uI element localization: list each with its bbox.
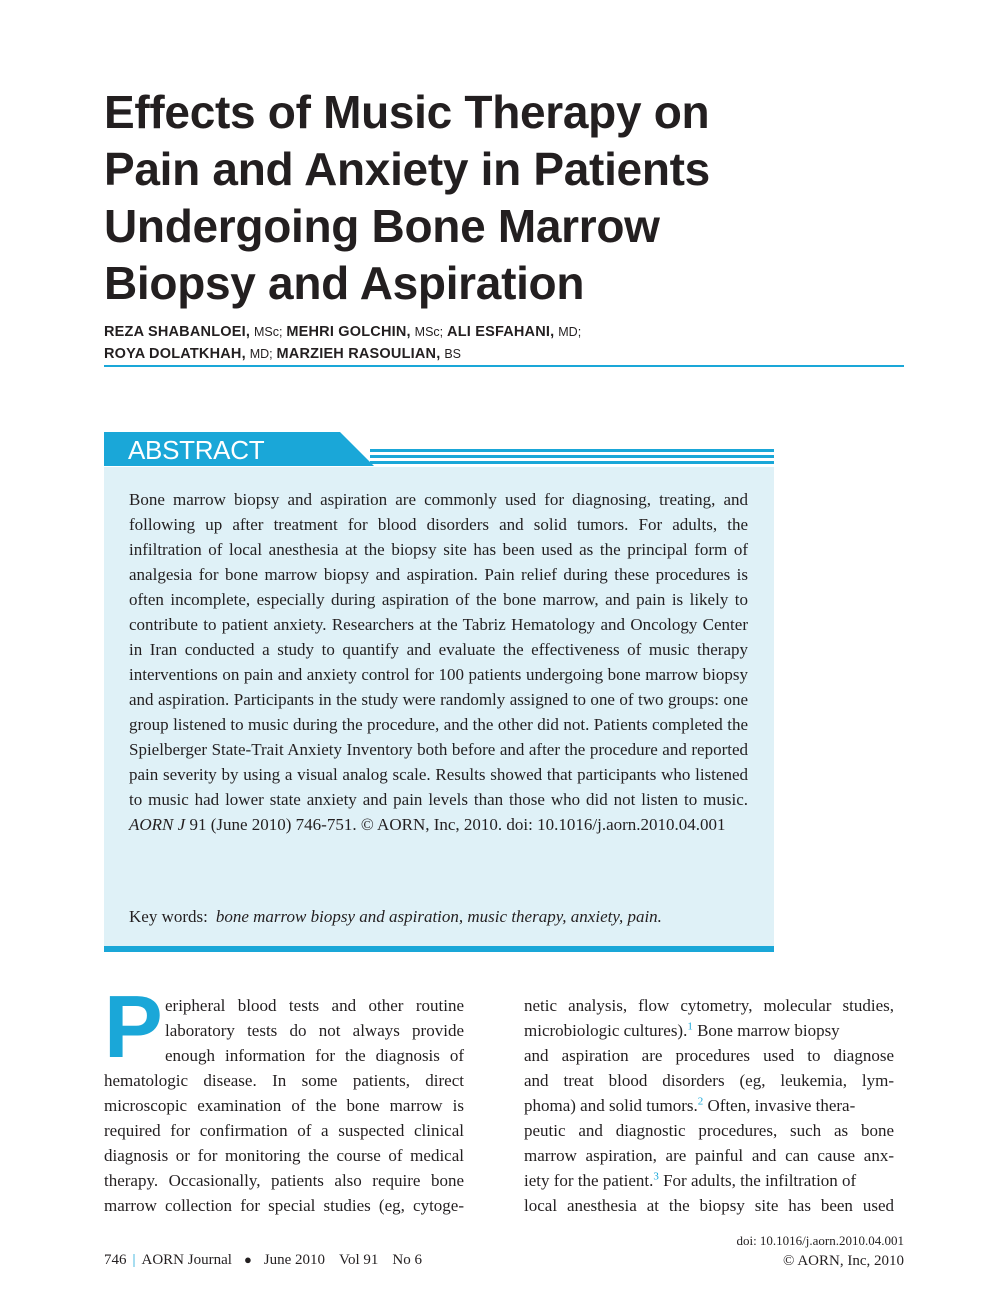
body-line: microscopic examination of the bone marrow is <box>104 1096 464 1115</box>
body-line: enough information for the diagnosis of <box>165 1046 464 1065</box>
abstract-stripe <box>370 449 774 452</box>
title-line: Pain and Anxiety in Patients <box>104 143 710 195</box>
abstract-stripe <box>370 461 774 464</box>
author-name: MARZIEH RASOULIAN, <box>276 346 441 362</box>
author-degree: MD; <box>558 325 582 339</box>
abstract-body <box>129 487 748 837</box>
body-line <box>524 1168 894 1193</box>
body-line: marrow collection for special studies (eg, cytoge- <box>104 1196 464 1215</box>
reference-2[interactable]: 2 <box>697 1095 704 1108</box>
body-line: therapy. Occasionally, patients also require bone <box>104 1171 464 1190</box>
bullet-icon: ● <box>243 1252 252 1267</box>
citation-details: 91 (June 2010) 746-751. © AORN, Inc, 2010. doi: 10.1016/j.aorn.2010.04.001 <box>189 815 726 834</box>
drop-cap: P <box>104 977 163 1076</box>
author-name: MEHRI GOLCHIN, <box>286 324 411 340</box>
body-line: required for confirmation of a suspected clinical <box>104 1121 464 1140</box>
author-line <box>104 321 904 343</box>
title-line: Effects of Music Therapy on <box>104 86 710 138</box>
abstract-stripe <box>370 455 774 458</box>
body-text: phoma) and solid tumors. <box>524 1096 698 1115</box>
body-text: microbiologic cultures). <box>524 1021 688 1040</box>
footer-doi[interactable]: doi: 10.1016/j.aorn.2010.04.001 <box>736 1233 904 1248</box>
keywords-label: Key words: <box>129 907 208 926</box>
abstract-bottom-rule <box>104 946 774 952</box>
body-line: peutic and diagnostic procedures, such as bone <box>524 1121 894 1140</box>
header-divider <box>104 365 904 367</box>
article-title <box>104 84 904 312</box>
page-footer-left <box>104 1250 422 1270</box>
page-footer-right <box>736 1231 904 1271</box>
author-line <box>104 343 904 365</box>
footer-copyright: © AORN, Inc, 2010 <box>783 1253 904 1269</box>
body-line: hematologic disease. In some patients, direct <box>104 1071 464 1090</box>
reference-1[interactable]: 1 <box>687 1020 693 1033</box>
body-line: marrow aspiration, are painful and can cause anx- <box>524 1146 894 1165</box>
body-line: eripheral blood tests and other routine <box>165 996 464 1015</box>
author-name: ALI ESFAHANI, <box>447 324 555 340</box>
issue-date: June 2010 <box>263 1252 326 1268</box>
body-line <box>524 1093 894 1118</box>
abstract-heading: ABSTRACT <box>128 435 265 465</box>
abstract-text: Bone marrow biopsy and aspiration are commonly used for diagnosing, treating, and following up after treatment for blood disorders and solid tumors. For adults, the infiltration of local anesthesia at the biopsy site has been used as the principal form of analgesia for bone marrow biopsy and aspiration. Pain relief during these procedures is often incomplete, especially during aspiration of the bone marrow, and pain is likely to contribute to patient anxiety. Researchers at the Tabriz Hematology and Oncology Center in Iran conducted a study to quantify and evaluate the effectiveness of music therapy interventions on pain and anxiety control for 100 patients undergoing bone marrow biopsy and aspiration. Participants in the study were randomly assigned to one of two groups: one group listened to music during the procedure, and the other did not. Patients completed the Spielberger State-Trait Anxiety Inventory both before and after the procedure and reported pain severity by using a visual analog scale. Results showed that participants who listened to music had lower state anxiety and pain levels than those who did not listen to music. <box>129 490 748 809</box>
page-number: 746 <box>104 1252 127 1268</box>
body-line: and treat blood disorders (eg, leukemia, lym- <box>524 1071 894 1090</box>
body-line: laboratory tests do not always provide <box>165 1021 464 1040</box>
body-column-right <box>524 993 894 1218</box>
body-text: Bone marrow biopsy <box>692 1021 840 1040</box>
body-column-left <box>104 977 464 1218</box>
author-degree: BS <box>444 347 462 361</box>
body-line: local anesthesia at the biopsy site has been used <box>524 1196 894 1215</box>
volume: Vol 91 <box>339 1252 379 1268</box>
author-list <box>104 321 904 365</box>
body-text: For adults, the infiltration of <box>658 1171 857 1190</box>
body-line <box>524 1018 894 1043</box>
body-text: Often, invasive thera- <box>703 1096 856 1115</box>
reference-3[interactable]: 3 <box>653 1170 659 1183</box>
author-degree: MSc; <box>253 325 283 339</box>
title-line: Undergoing Bone Marrow <box>104 200 660 252</box>
issue-number: No 6 <box>392 1252 422 1268</box>
body-line: diagnosis or for monitoring the course of medical <box>104 1146 464 1165</box>
journal-name: AORN Journal <box>141 1252 232 1268</box>
author-name: ROYA DOLATKHAH, <box>104 346 246 362</box>
author-degree: MD; <box>249 347 273 361</box>
author-name: REZA SHABANLOEI, <box>104 324 251 340</box>
body-line: netic analysis, flow cytometry, molecular studies, <box>524 996 894 1015</box>
keywords <box>129 904 769 929</box>
keywords-list: bone marrow biopsy and aspiration, music therapy, anxiety, pain. <box>215 907 662 926</box>
body-line: and aspiration are procedures used to diagnose <box>524 1046 894 1065</box>
body-text: iety for the patient. <box>524 1171 654 1190</box>
author-degree: MSc; <box>414 325 444 339</box>
footer-separator: | <box>132 1252 136 1268</box>
title-line: Biopsy and Aspiration <box>104 257 585 309</box>
citation-journal: AORN J <box>129 815 186 834</box>
